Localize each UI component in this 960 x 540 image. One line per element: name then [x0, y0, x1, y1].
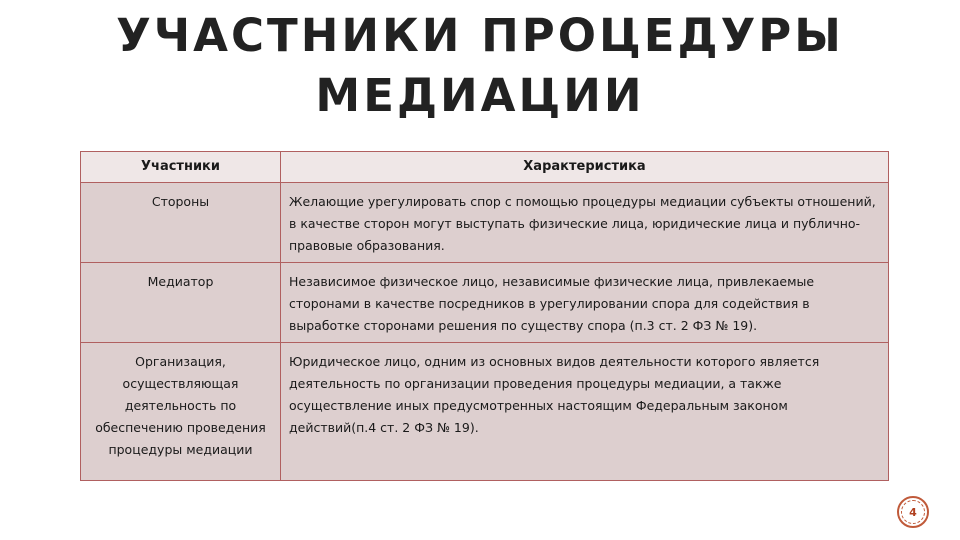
slide-title-line-2: МЕДИАЦИИ [315, 69, 645, 122]
description-cell: Юридическое лицо, одним из основных видов деятельности которого является деятельность по организации проведения процедуры медиации, а также осуществление иных предусмотренных настоящим Федеральным законом действий(п.4 ст. 2 ФЗ № 19). [281, 343, 889, 481]
participant-cell: Стороны [81, 183, 281, 263]
page-number-badge [897, 496, 929, 528]
table-row [81, 183, 889, 263]
table-row [81, 343, 889, 481]
description-cell: Независимое физическое лицо, независимые физические лица, привлекаемые сторонами в качестве посредников в урегулировании спора для содействия в выработке сторонами решения по существу спора (п.3 ст. 2 ФЗ № 19). [281, 263, 889, 343]
slide-title [0, 6, 960, 126]
header-participants: Участники [81, 152, 281, 183]
page-number: 4 [901, 500, 925, 524]
participant-cell: Организация, осуществляющая деятельность по обеспечению проведения процедуры медиации [81, 343, 281, 481]
participants-table [80, 151, 889, 481]
participant-cell: Медиатор [81, 263, 281, 343]
table-row [81, 263, 889, 343]
description-cell: Желающие урегулировать спор с помощью процедуры медиации субъекты отношений, в качестве сторон могут выступать физические лица, юридические лица и публично-правовые образования. [281, 183, 889, 263]
slide-title-line-1: УЧАСТНИКИ ПРОЦЕДУРЫ [116, 9, 844, 62]
header-characteristic: Характеристика [281, 152, 889, 183]
table-header-row [81, 152, 889, 183]
